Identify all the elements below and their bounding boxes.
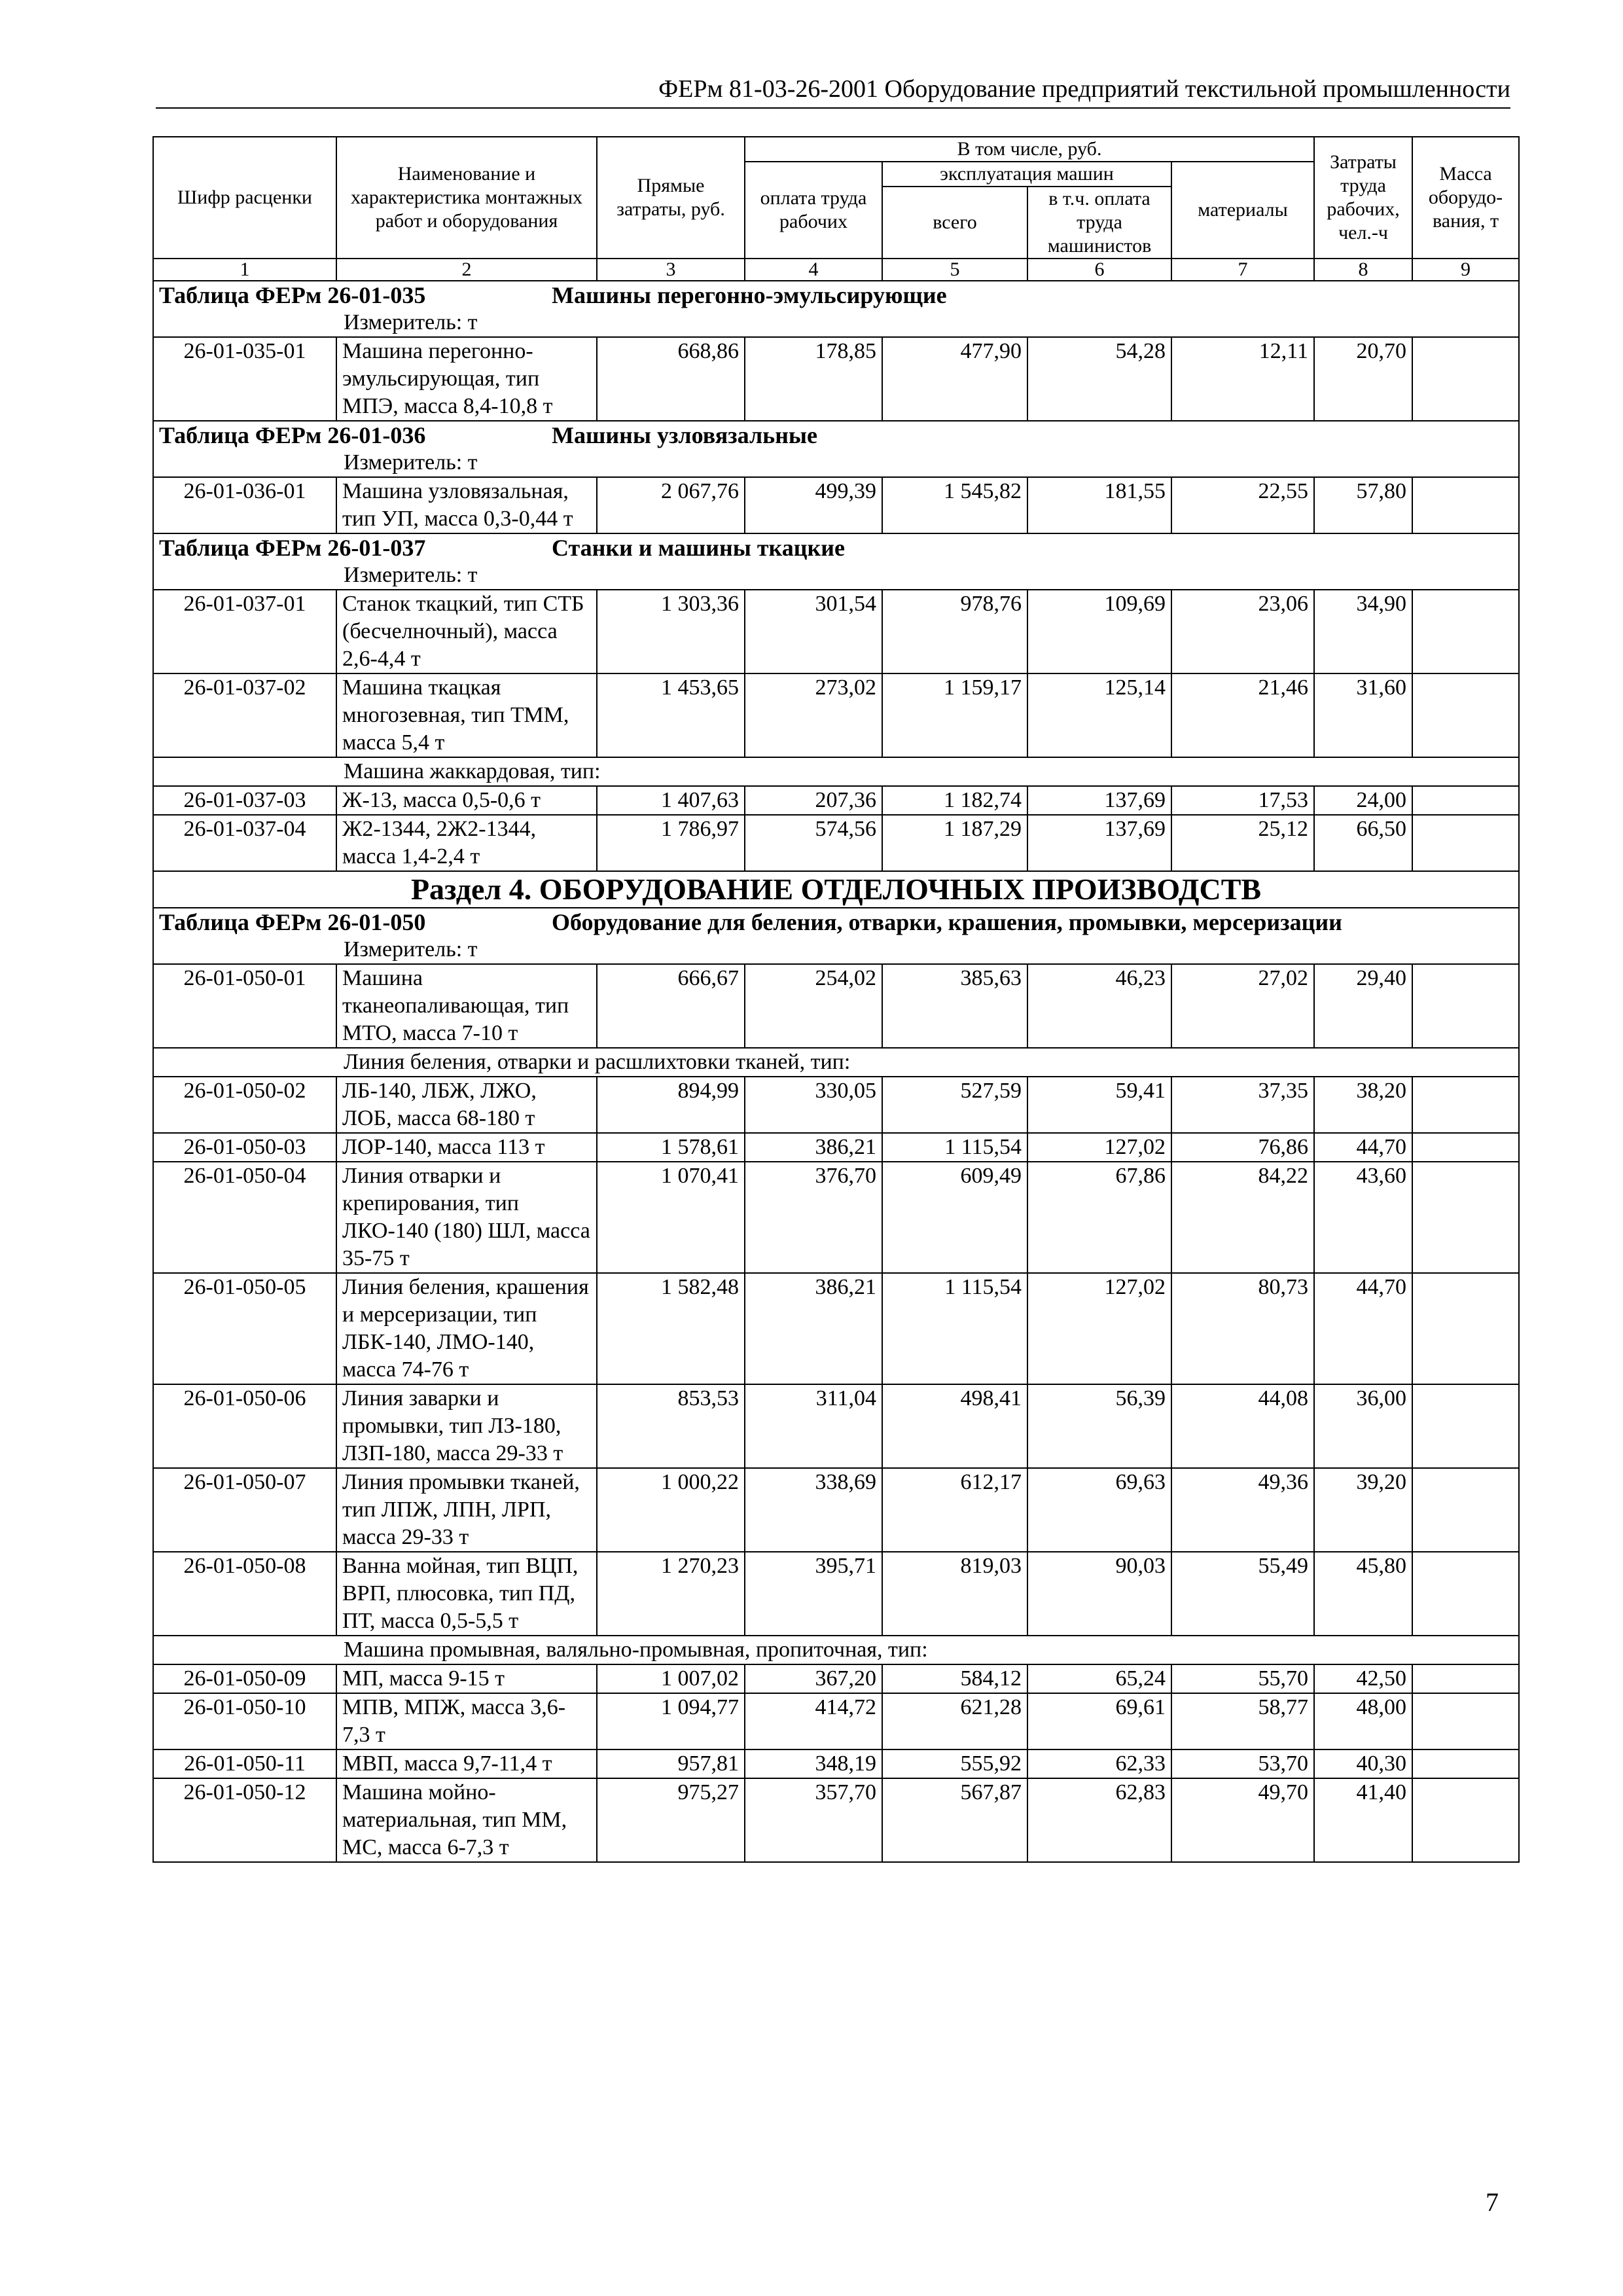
table-row xyxy=(153,964,1519,1048)
cell-code: 26-01-037-02 xyxy=(153,673,336,757)
cell-operators: 137,69 xyxy=(1027,815,1171,871)
cell-materials: 58,77 xyxy=(1171,1693,1314,1749)
cell-wages: 574,56 xyxy=(745,815,882,871)
cell-total: 477,90 xyxy=(882,337,1027,421)
cell-direct: 1 070,41 xyxy=(597,1162,745,1273)
cell-operators: 62,83 xyxy=(1027,1778,1171,1862)
cell-wages: 386,21 xyxy=(745,1133,882,1162)
cell-name: Линия промывки тканей, тип ЛПЖ, ЛПН, ЛРП, масса 29-33 т xyxy=(336,1468,597,1552)
cell-operators: 109,69 xyxy=(1027,590,1171,673)
table-title: Таблица ФЕРм 26-01-037 xyxy=(159,535,426,561)
cell-name: ЛБ-140, ЛБЖ, ЛЖО, ЛОБ, масса 68-180 т xyxy=(336,1077,597,1133)
table-row xyxy=(153,1664,1519,1693)
column-number: 8 xyxy=(1314,259,1412,281)
cell-direct: 957,81 xyxy=(597,1749,745,1778)
cell-direct: 1 007,02 xyxy=(597,1664,745,1693)
cell-materials: 17,53 xyxy=(1171,786,1314,815)
cell-operators: 127,02 xyxy=(1027,1133,1171,1162)
page-number: 7 xyxy=(1486,2187,1499,2217)
cell-materials: 44,08 xyxy=(1171,1384,1314,1468)
cell-total: 1 115,54 xyxy=(882,1273,1027,1384)
document-header: ФЕРм 81-03-26-2001 Оборудование предприятий текстильной промышленности xyxy=(156,72,1510,109)
cell-total: 1 115,54 xyxy=(882,1133,1027,1162)
cell-labor: 48,00 xyxy=(1314,1693,1412,1749)
cell-labor: 36,00 xyxy=(1314,1384,1412,1468)
cell-name: Машина мойно-материальная, тип ММ, МС, масса 6-7,3 т xyxy=(336,1778,597,1862)
cell-materials: 22,55 xyxy=(1171,477,1314,533)
cell-mass xyxy=(1412,964,1519,1048)
cell-code: 26-01-050-07 xyxy=(153,1468,336,1552)
table-row xyxy=(153,1749,1519,1778)
cell-code: 26-01-050-08 xyxy=(153,1552,336,1636)
cell-operators: 56,39 xyxy=(1027,1384,1171,1468)
cell-code: 26-01-037-01 xyxy=(153,590,336,673)
cell-labor: 29,40 xyxy=(1314,964,1412,1048)
table-title-row xyxy=(153,533,1519,562)
cell-labor: 44,70 xyxy=(1314,1273,1412,1384)
measure-row xyxy=(153,309,1519,337)
cell-name: Ванна мойная, тип ВЦП, ВРП, плюсовка, тип ПД, ПТ, масса 0,5-5,5 т xyxy=(336,1552,597,1636)
cell-labor: 24,00 xyxy=(1314,786,1412,815)
measure-row xyxy=(153,562,1519,590)
cell-name: ЛОР-140, масса 113 т xyxy=(336,1133,597,1162)
cell-operators: 125,14 xyxy=(1027,673,1171,757)
table-title: Таблица ФЕРм 26-01-036 xyxy=(159,422,426,448)
table-title-row xyxy=(153,421,1519,449)
column-number: 1 xyxy=(153,259,336,281)
table-row xyxy=(153,786,1519,815)
cell-materials: 49,70 xyxy=(1171,1778,1314,1862)
col-labor-header: Затраты труда рабочих, чел.-ч xyxy=(1314,137,1412,259)
cell-name: МП, масса 9-15 т xyxy=(336,1664,597,1693)
measure-row xyxy=(153,449,1519,477)
cell-code: 26-01-050-05 xyxy=(153,1273,336,1384)
cell-name: Машина тканеопаливающая, тип МТО, масса 7-10 т xyxy=(336,964,597,1048)
cell-operators: 69,61 xyxy=(1027,1693,1171,1749)
cell-total: 1 187,29 xyxy=(882,815,1027,871)
cell-materials: 23,06 xyxy=(1171,590,1314,673)
cell-labor: 45,80 xyxy=(1314,1552,1412,1636)
cell-mass xyxy=(1412,1468,1519,1552)
cell-wages: 367,20 xyxy=(745,1664,882,1693)
column-number: 5 xyxy=(882,259,1027,281)
cell-wages: 348,19 xyxy=(745,1749,882,1778)
cell-mass xyxy=(1412,1749,1519,1778)
table-name: Станки и машины ткацкие xyxy=(552,535,845,561)
cell-direct: 1 582,48 xyxy=(597,1273,745,1384)
table-title: Таблица ФЕРм 26-01-035 xyxy=(159,282,426,308)
cell-mass xyxy=(1412,590,1519,673)
cell-wages: 414,72 xyxy=(745,1693,882,1749)
column-number: 6 xyxy=(1027,259,1171,281)
cell-mass xyxy=(1412,1664,1519,1693)
cell-wages: 395,71 xyxy=(745,1552,882,1636)
cell-operators: 90,03 xyxy=(1027,1552,1171,1636)
cell-direct: 975,27 xyxy=(597,1778,745,1862)
cell-mass xyxy=(1412,1077,1519,1133)
cell-materials: 84,22 xyxy=(1171,1162,1314,1273)
cell-materials: 49,36 xyxy=(1171,1468,1314,1552)
cell-total: 567,87 xyxy=(882,1778,1027,1862)
cell-labor: 31,60 xyxy=(1314,673,1412,757)
table-row xyxy=(153,1552,1519,1636)
cell-direct: 1 453,65 xyxy=(597,673,745,757)
column-number: 9 xyxy=(1412,259,1519,281)
cell-operators: 59,41 xyxy=(1027,1077,1171,1133)
cell-labor: 20,70 xyxy=(1314,337,1412,421)
col-operators-header: в т.ч. оплата труда машинистов xyxy=(1027,187,1171,259)
cell-materials: 76,86 xyxy=(1171,1133,1314,1162)
cell-mass xyxy=(1412,337,1519,421)
table-name: Машины перегонно-эмульсирующие xyxy=(552,282,947,308)
cell-code: 26-01-050-12 xyxy=(153,1778,336,1862)
cell-name: Линия беления, крашения и мерсеризации, тип ЛБК-140, ЛМО-140, масса 74-76 т xyxy=(336,1273,597,1384)
cell-total: 1 545,82 xyxy=(882,477,1027,533)
cell-mass xyxy=(1412,1778,1519,1862)
cell-wages: 357,70 xyxy=(745,1778,882,1862)
cell-total: 385,63 xyxy=(882,964,1027,1048)
table-row xyxy=(153,1077,1519,1133)
cell-direct: 1 000,22 xyxy=(597,1468,745,1552)
cell-operators: 62,33 xyxy=(1027,1749,1171,1778)
cell-code: 26-01-036-01 xyxy=(153,477,336,533)
price-table xyxy=(152,136,1520,1863)
column-number: 4 xyxy=(745,259,882,281)
cell-direct: 2 067,76 xyxy=(597,477,745,533)
cell-name: Машина перегонно-эмульсирующая, тип МПЭ, масса 8,4-10,8 т xyxy=(336,337,597,421)
cell-total: 584,12 xyxy=(882,1664,1027,1693)
cell-total: 621,28 xyxy=(882,1693,1027,1749)
cell-mass xyxy=(1412,786,1519,815)
cell-labor: 66,50 xyxy=(1314,815,1412,871)
table-row xyxy=(153,337,1519,421)
group-row xyxy=(153,757,1519,786)
cell-code: 26-01-037-04 xyxy=(153,815,336,871)
cell-total: 498,41 xyxy=(882,1384,1027,1468)
cell-direct: 666,67 xyxy=(597,964,745,1048)
cell-wages: 499,39 xyxy=(745,477,882,533)
cell-labor: 41,40 xyxy=(1314,1778,1412,1862)
cell-operators: 65,24 xyxy=(1027,1664,1171,1693)
cell-wages: 178,85 xyxy=(745,337,882,421)
cell-code: 26-01-050-11 xyxy=(153,1749,336,1778)
cell-total: 819,03 xyxy=(882,1552,1027,1636)
cell-mass xyxy=(1412,1133,1519,1162)
cell-code: 26-01-037-03 xyxy=(153,786,336,815)
cell-operators: 137,69 xyxy=(1027,786,1171,815)
group-label: Линия беления, отварки и расшлихтовки тканей, тип: xyxy=(153,1048,1519,1077)
cell-total: 978,76 xyxy=(882,590,1027,673)
table-title-row xyxy=(153,281,1519,309)
cell-direct: 668,86 xyxy=(597,337,745,421)
table-row xyxy=(153,673,1519,757)
cell-direct: 1 094,77 xyxy=(597,1693,745,1749)
table-row xyxy=(153,1273,1519,1384)
cell-materials: 25,12 xyxy=(1171,815,1314,871)
cell-total: 612,17 xyxy=(882,1468,1027,1552)
cell-total: 1 182,74 xyxy=(882,786,1027,815)
cell-code: 26-01-035-01 xyxy=(153,337,336,421)
col-wages-header: оплата труда рабочих xyxy=(745,162,882,259)
cell-labor: 42,50 xyxy=(1314,1664,1412,1693)
cell-labor: 40,30 xyxy=(1314,1749,1412,1778)
cell-labor: 34,90 xyxy=(1314,590,1412,673)
cell-name: МПВ, МПЖ, масса 3,6-7,3 т xyxy=(336,1693,597,1749)
cell-direct: 894,99 xyxy=(597,1077,745,1133)
cell-code: 26-01-050-10 xyxy=(153,1693,336,1749)
cell-direct: 1 303,36 xyxy=(597,590,745,673)
cell-operators: 127,02 xyxy=(1027,1273,1171,1384)
cell-mass xyxy=(1412,815,1519,871)
cell-direct: 1 407,63 xyxy=(597,786,745,815)
table-title: Таблица ФЕРм 26-01-050 xyxy=(159,909,426,935)
cell-direct: 1 270,23 xyxy=(597,1552,745,1636)
cell-code: 26-01-050-03 xyxy=(153,1133,336,1162)
cell-name: Линия заварки и промывки, тип ЛЗ-180, ЛЗП-180, масса 29-33 т xyxy=(336,1384,597,1468)
table-row xyxy=(153,1693,1519,1749)
col-incl-header: В том числе, руб. xyxy=(745,137,1314,162)
cell-labor: 39,20 xyxy=(1314,1468,1412,1552)
cell-mass xyxy=(1412,673,1519,757)
table-name: Оборудование для беления, отварки, крашения, промывки, мерсеризации xyxy=(552,909,1342,935)
cell-total: 1 159,17 xyxy=(882,673,1027,757)
table-row xyxy=(153,1778,1519,1862)
cell-wages: 207,36 xyxy=(745,786,882,815)
group-label: Машина промывная, валяльно-промывная, пропиточная, тип: xyxy=(153,1636,1519,1664)
cell-code: 26-01-050-01 xyxy=(153,964,336,1048)
cell-code: 26-01-050-09 xyxy=(153,1664,336,1693)
cell-wages: 338,69 xyxy=(745,1468,882,1552)
group-label: Машина жаккардовая, тип: xyxy=(153,757,1519,786)
table-row xyxy=(153,1133,1519,1162)
cell-operators: 67,86 xyxy=(1027,1162,1171,1273)
measure-label: Измеритель: т xyxy=(153,309,1519,337)
cell-mass xyxy=(1412,477,1519,533)
cell-labor: 57,80 xyxy=(1314,477,1412,533)
cell-wages: 311,04 xyxy=(745,1384,882,1468)
col-code-header: Шифр расценки xyxy=(153,137,336,259)
cell-direct: 1 578,61 xyxy=(597,1133,745,1162)
cell-materials: 55,70 xyxy=(1171,1664,1314,1693)
cell-labor: 44,70 xyxy=(1314,1133,1412,1162)
section-title: Раздел 4. ОБОРУДОВАНИЕ ОТДЕЛОЧНЫХ ПРОИЗВОДСТВ xyxy=(153,871,1519,908)
cell-operators: 46,23 xyxy=(1027,964,1171,1048)
cell-wages: 301,54 xyxy=(745,590,882,673)
col-mass-header: Масса оборудо-вания, т xyxy=(1412,137,1519,259)
cell-materials: 80,73 xyxy=(1171,1273,1314,1384)
table-row xyxy=(153,815,1519,871)
cell-wages: 273,02 xyxy=(745,673,882,757)
measure-row xyxy=(153,936,1519,964)
cell-name: Машина ткацкая многозевная, тип ТММ, масса 5,4 т xyxy=(336,673,597,757)
table-row xyxy=(153,477,1519,533)
cell-code: 26-01-050-04 xyxy=(153,1162,336,1273)
table-row xyxy=(153,590,1519,673)
column-number: 7 xyxy=(1171,259,1314,281)
cell-wages: 330,05 xyxy=(745,1077,882,1133)
cell-mass xyxy=(1412,1693,1519,1749)
table-header xyxy=(153,137,1519,281)
cell-labor: 43,60 xyxy=(1314,1162,1412,1273)
cell-wages: 376,70 xyxy=(745,1162,882,1273)
cell-name: Линия отварки и крепирования, тип ЛКО-140 (180) ШЛ, масса 35-75 т xyxy=(336,1162,597,1273)
cell-name: Ж-13, масса 0,5-0,6 т xyxy=(336,786,597,815)
cell-wages: 254,02 xyxy=(745,964,882,1048)
group-row xyxy=(153,1048,1519,1077)
cell-code: 26-01-050-06 xyxy=(153,1384,336,1468)
measure-label: Измеритель: т xyxy=(153,562,1519,590)
col-direct-header: Прямые затраты, руб. xyxy=(597,137,745,259)
group-row xyxy=(153,1636,1519,1664)
cell-mass xyxy=(1412,1273,1519,1384)
cell-total: 527,59 xyxy=(882,1077,1027,1133)
cell-name: Машина узловязальная, тип УП, масса 0,3-0,44 т xyxy=(336,477,597,533)
column-number: 2 xyxy=(336,259,597,281)
cell-wages: 386,21 xyxy=(745,1273,882,1384)
measure-label: Измеритель: т xyxy=(153,936,1519,964)
cell-code: 26-01-050-02 xyxy=(153,1077,336,1133)
cell-materials: 53,70 xyxy=(1171,1749,1314,1778)
cell-labor: 38,20 xyxy=(1314,1077,1412,1133)
cell-operators: 181,55 xyxy=(1027,477,1171,533)
cell-direct: 1 786,97 xyxy=(597,815,745,871)
table-title-row xyxy=(153,908,1519,936)
cell-operators: 54,28 xyxy=(1027,337,1171,421)
col-machines-header: эксплуатация машин xyxy=(882,162,1171,187)
table-name: Машины узловязальные xyxy=(552,422,818,448)
table-row xyxy=(153,1384,1519,1468)
cell-materials: 12,11 xyxy=(1171,337,1314,421)
cell-mass xyxy=(1412,1384,1519,1468)
cell-direct: 853,53 xyxy=(597,1384,745,1468)
cell-total: 555,92 xyxy=(882,1749,1027,1778)
table-row xyxy=(153,1162,1519,1273)
col-materials-header: материалы xyxy=(1171,162,1314,259)
cell-operators: 69,63 xyxy=(1027,1468,1171,1552)
col-name-header: Наименование и характеристика монтажных работ и оборудования xyxy=(336,137,597,259)
measure-label: Измеритель: т xyxy=(153,449,1519,477)
section-row xyxy=(153,871,1519,908)
column-number: 3 xyxy=(597,259,745,281)
cell-materials: 37,35 xyxy=(1171,1077,1314,1133)
cell-materials: 27,02 xyxy=(1171,964,1314,1048)
col-total-header: всего xyxy=(882,187,1027,259)
cell-mass xyxy=(1412,1162,1519,1273)
cell-name: Ж2-1344, 2Ж2-1344, масса 1,4-2,4 т xyxy=(336,815,597,871)
cell-total: 609,49 xyxy=(882,1162,1027,1273)
table-row xyxy=(153,1468,1519,1552)
cell-mass xyxy=(1412,1552,1519,1636)
cell-materials: 21,46 xyxy=(1171,673,1314,757)
cell-materials: 55,49 xyxy=(1171,1552,1314,1636)
cell-name: МВП, масса 9,7-11,4 т xyxy=(336,1749,597,1778)
cell-name: Станок ткацкий, тип СТБ (бесчелночный), масса 2,6-4,4 т xyxy=(336,590,597,673)
